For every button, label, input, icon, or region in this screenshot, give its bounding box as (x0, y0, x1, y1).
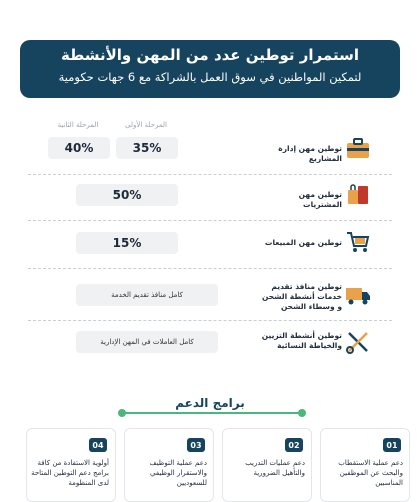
support-card-02 (222, 428, 312, 502)
phase2-value: 40% (48, 137, 110, 159)
divider (28, 220, 392, 221)
column-phase2-header: المرحلة الثانية (57, 121, 99, 129)
sewing-tools-icon (344, 328, 372, 356)
row-label: توطين منافذ تقديم خدمات أنشطة الشحن و وسطاء الشحن (261, 282, 342, 311)
card-text: دعم عملية الاستقطاب والبحث عن الموظفين المناسبين (338, 459, 403, 487)
divider (28, 174, 392, 175)
support-programs-title: برامج الدعم (175, 396, 245, 410)
phase1-value: 35% (116, 137, 178, 159)
row-sales (0, 226, 420, 264)
phase1-value: 50% (76, 184, 178, 206)
phase1-value: 15% (76, 232, 178, 254)
divider (28, 320, 392, 321)
card-number-badge: 04 (89, 438, 107, 452)
row-label: توطين مهن المبيعات (264, 238, 342, 247)
card-number-badge: 03 (187, 438, 205, 452)
support-card-04 (26, 428, 116, 502)
support-title-underline (124, 412, 300, 414)
row-project-management (0, 132, 420, 170)
scope-note: كامل منافذ تقديم الخدمة (76, 284, 218, 306)
card-text: دعم عملية التوظيف والاستقرار الوظيفي للسعوديين (149, 459, 207, 487)
row-label: توطين أنشطة التزيين والخياطة النسائية (261, 331, 342, 350)
divider (28, 268, 392, 269)
delivery-truck-icon (344, 280, 372, 308)
scope-note: كامل العاملات في المهن الإدارية (76, 331, 218, 353)
headline-title: استمرار توطين عدد من المهن والأنشطة (61, 46, 359, 64)
row-label: توطين مهن المشتريات (298, 190, 342, 209)
headline-subtitle: لتمكين المواطنين في سوق العمل بالشراكة مع 6 جهات حكومية (58, 70, 362, 84)
support-card-01 (320, 428, 410, 502)
card-number-badge: 01 (383, 438, 401, 452)
column-phase1-header: المرحلة الأولى (125, 121, 167, 129)
row-procurement (0, 178, 420, 216)
briefcase-icon (344, 134, 372, 162)
headline-banner (20, 40, 400, 98)
shopping-cart-icon (344, 228, 372, 256)
card-text: أولوية الاستفادة من كافة برامج دعم التوطين المتاحة لدى المنظومة (31, 459, 109, 487)
card-text: دعم عمليات التدريب والتأهيل الضرورية (245, 459, 305, 477)
row-tailoring (0, 326, 420, 364)
card-number-badge: 02 (285, 438, 303, 452)
support-card-03 (124, 428, 214, 502)
row-label: توطين مهن إدارة المشاريع (278, 144, 342, 163)
shopping-bags-icon (344, 180, 372, 208)
row-shipping (0, 278, 420, 316)
